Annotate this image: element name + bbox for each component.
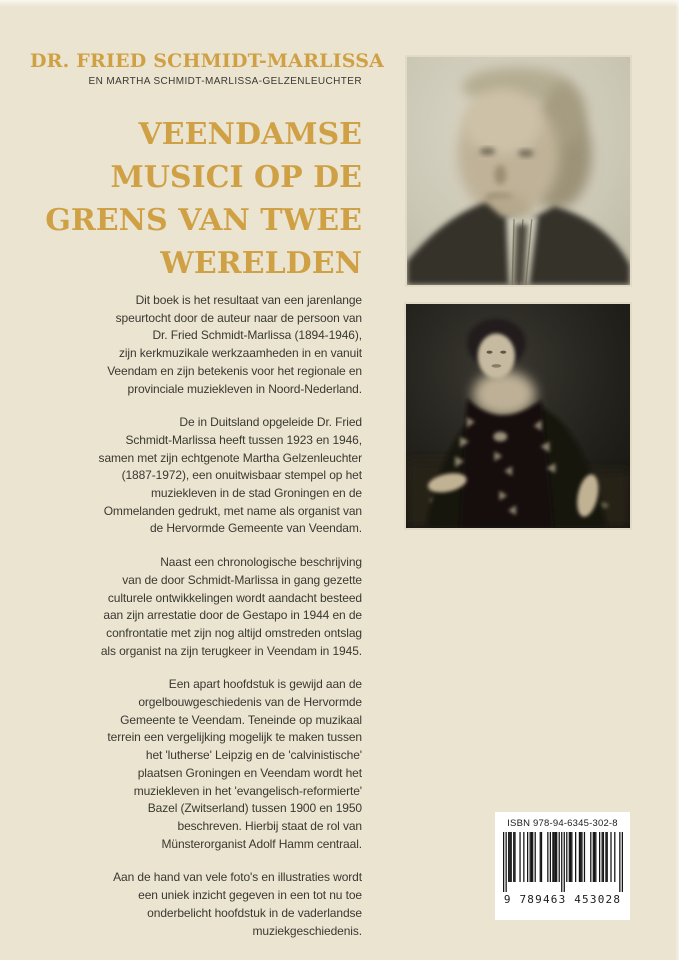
blurb-line: Dit boek is het resultaat van een jarenlange bbox=[135, 293, 362, 307]
woman-portrait-illustration bbox=[406, 304, 630, 528]
blurb-line: confrontatie met zijn nog altijd omstreden ontslag bbox=[106, 625, 362, 640]
blurb-line: het 'lutherse' Leipzig en de 'calvinistische' bbox=[145, 748, 362, 763]
blurb-line: Münsterorganist Adolf Hamm centraal. bbox=[161, 836, 362, 851]
blurb-line: (1887-1972), een onuitwisbaar stempel op het bbox=[121, 468, 362, 483]
blurb-line: Een apart hoofdstuk is gewijd aan de bbox=[168, 677, 362, 692]
blurb-paragraph bbox=[30, 676, 362, 853]
blurb-line: terrein een vergelijking mogelijk te maken tussen bbox=[107, 730, 362, 745]
blurb-line: muziekleven in het 'evangelisch-reformierte' bbox=[133, 783, 362, 798]
blurb-paragraph bbox=[30, 554, 362, 660]
back-cover-blurb bbox=[30, 292, 362, 940]
blurb-line: speurtocht door de auteur naar de persoon van bbox=[115, 310, 362, 325]
blurb-line: Bazel (Zwitserland) tussen 1900 en 1950 bbox=[147, 801, 362, 816]
blurb-line: de Hervormde Gemeente van Veendam. bbox=[149, 521, 362, 536]
barcode-digits: 9 789463 453028 bbox=[503, 893, 622, 906]
blurb-line: culturele ontwikkelingen wordt aandacht besteed bbox=[107, 590, 362, 605]
blurb-paragraph bbox=[30, 869, 362, 940]
barcode-panel bbox=[495, 812, 630, 920]
blurb-paragraph bbox=[30, 414, 362, 538]
blurb-line: beschreven. Hierbij staat de rol van bbox=[177, 818, 362, 833]
blurb-line: Dr. Fried Schmidt-Marlissa (1894-1946), bbox=[152, 328, 362, 343]
man-portrait-illustration bbox=[407, 57, 630, 285]
blurb-line: muziekleven in de stad Groningen en de bbox=[150, 486, 362, 501]
blurb-line: De in Duitsland opgeleide Dr. Fried bbox=[179, 415, 362, 430]
blurb-line: Ommelanden gedrukt, met name als organist van bbox=[103, 503, 362, 518]
blurb-line: muziekgeschiedenis. bbox=[252, 923, 362, 938]
blurb-line: Naast een chronologische beschrijving bbox=[160, 555, 362, 570]
blurb-line: onderbelicht hoofdstuk in de vaderlandse bbox=[147, 905, 362, 920]
blurb-line: als organist na zijn terugkeer in Veendam in 1945. bbox=[100, 643, 362, 658]
blurb-line: plaatsen Groningen en Veendam wordt het bbox=[137, 765, 362, 780]
page-edge-highlight-top bbox=[0, 0, 679, 7]
author-subtitle: EN MARTHA SCHMIDT-MARLISSA-GELZENLEUCHTER bbox=[88, 76, 362, 87]
blurb-line: een uniek inzicht gegeven in een tot nu toe bbox=[138, 888, 362, 903]
blurb-line: Veendam en zijn betekenis voor het regionale en bbox=[107, 363, 362, 378]
book-title-line: GRENS VAN TWEE bbox=[45, 203, 362, 238]
book-title-line: WERELDEN bbox=[160, 246, 362, 281]
blurb-line: zijn kerkmuzikale werkzaamheden in en vanuit bbox=[118, 346, 362, 361]
isbn-label: ISBN 978-94-6345-302-8 bbox=[507, 818, 618, 829]
book-title bbox=[30, 113, 362, 285]
blurb-line: samen met zijn echtgenote Martha Gelzenleuchter bbox=[98, 450, 362, 465]
blurb-line: van de door Schmidt-Marlissa in gang gezette bbox=[122, 572, 362, 587]
isbn-barcode-bars bbox=[503, 832, 623, 892]
page-edge-highlight-right bbox=[675, 0, 679, 960]
blurb-line: Aan de hand van vele foto's en illustraties wordt bbox=[113, 870, 362, 885]
blurb-line: aan zijn arrestatie door de Gestapo in 1944 en de bbox=[103, 608, 362, 623]
blurb-line: provinciale muziekleven in Noord-Nederland. bbox=[127, 381, 362, 396]
blurb-paragraph bbox=[30, 292, 362, 398]
blurb-line: Schmidt-Marlissa heeft tussen 1923 en 1946, bbox=[125, 432, 362, 447]
blurb-line: Gemeente te Veendam. Teneinde op muzikaal bbox=[120, 712, 362, 727]
portrait-photo-woman bbox=[404, 302, 632, 530]
author-name: DR. FRIED SCHMIDT-MARLISSA bbox=[30, 50, 385, 72]
book-title-line: MUSICI OP DE bbox=[110, 160, 362, 195]
blurb-line: orgelbouwgeschiedenis van de Hervormde bbox=[138, 695, 362, 710]
book-title-line: VEENDAMSE bbox=[138, 117, 362, 152]
portrait-photo-man bbox=[405, 55, 632, 287]
